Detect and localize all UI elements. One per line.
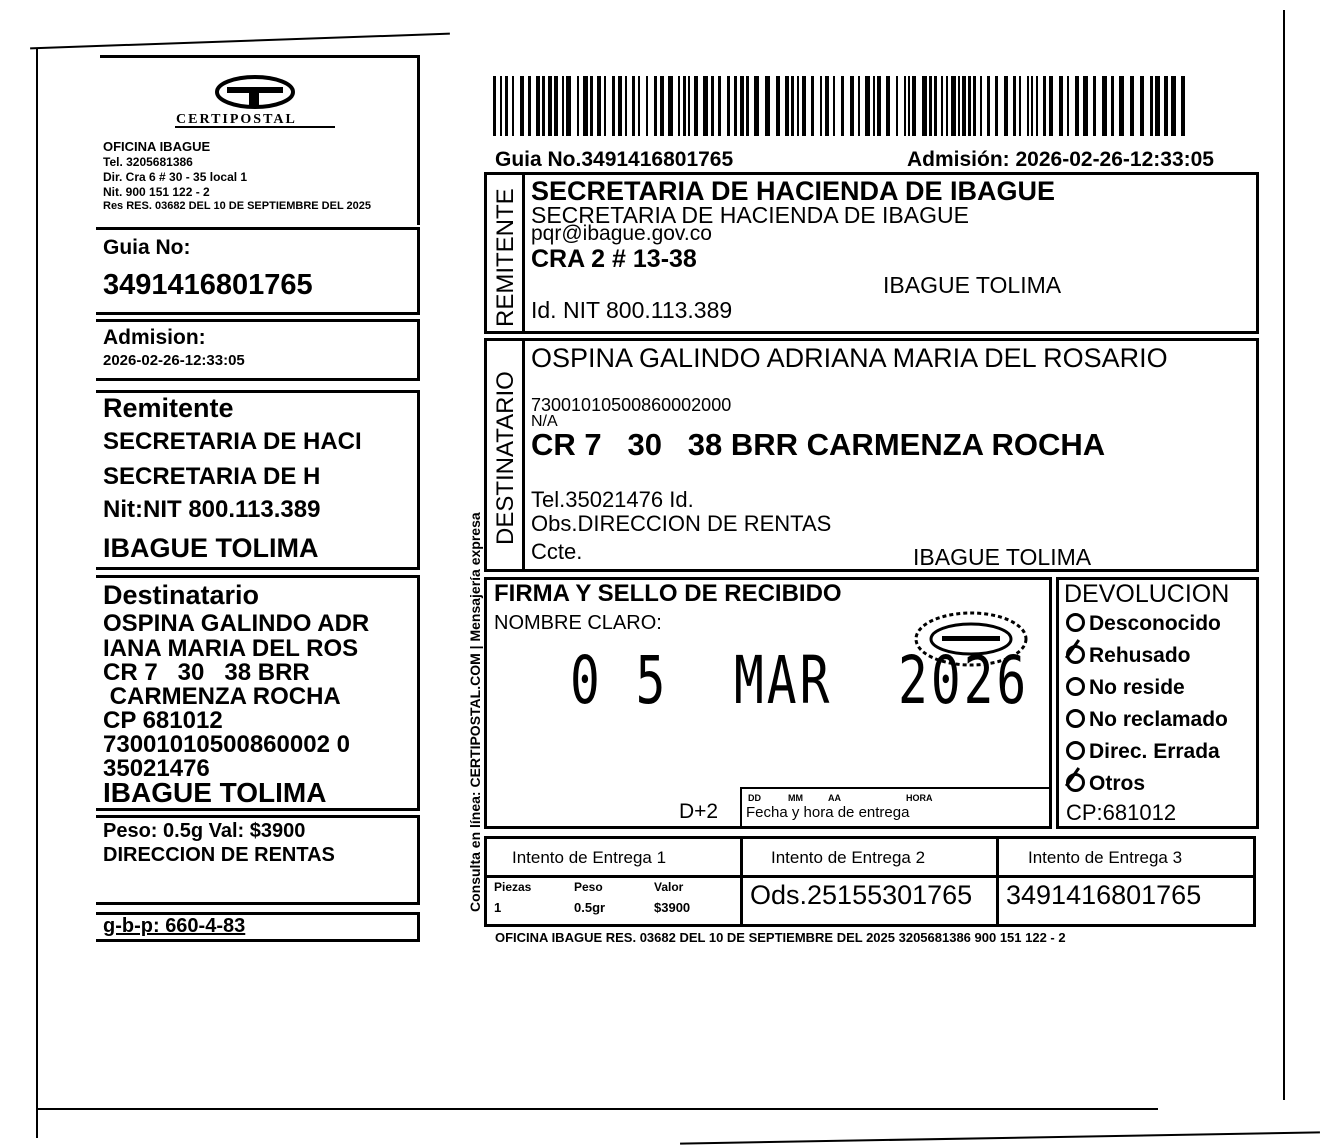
barcode-bar — [958, 76, 960, 136]
barcode — [493, 76, 1193, 136]
barcode-bar — [825, 76, 829, 136]
barcode-bar — [754, 76, 759, 136]
barcode-bar — [612, 76, 615, 136]
destinatario-address: CR 7 30 38 BRR CARMENZA ROCHA — [531, 427, 1106, 462]
barcode-bar — [625, 76, 627, 136]
barcode-bar — [1140, 76, 1144, 136]
barcode-bar — [500, 76, 502, 136]
barcode-bar — [1171, 76, 1176, 136]
firma-nombre-claro: NOMBRE CLARO: — [494, 612, 662, 634]
barcode-bar — [562, 76, 564, 136]
barcode-bar — [1083, 76, 1088, 136]
vertical-consulta-text: Consulta en línea: CERTIPOSTAL.COM | Mensajería expresa — [467, 512, 483, 912]
fecha-dd: DD — [748, 793, 761, 803]
barcode-bar — [995, 76, 998, 136]
barcode-bar — [968, 76, 971, 136]
barcode-bar — [802, 76, 806, 136]
barcode-bar — [1019, 76, 1021, 136]
firma-d2: D+2 — [679, 800, 719, 823]
barcode-bar — [896, 76, 898, 136]
barcode-bar — [505, 76, 508, 136]
barcode-bar — [873, 76, 875, 136]
barcode-bar — [1027, 76, 1029, 136]
barcode-bar — [597, 76, 601, 136]
left-remitente-city: IBAGUE TOLIMA — [103, 533, 319, 563]
barcode-bar — [1093, 76, 1096, 136]
radio-checked-icon — [1066, 645, 1085, 664]
radio-empty-icon — [1066, 741, 1085, 760]
left-guia-number: 3491416801765 — [103, 269, 313, 301]
destinatario-city: IBAGUE TOLIMA — [913, 544, 1092, 570]
barcode-bar — [660, 76, 664, 136]
barcode-bar — [646, 76, 648, 136]
barcode-bar — [632, 76, 635, 136]
left-dest-line-7: 35021476 — [103, 755, 210, 782]
barcode-bar — [746, 76, 749, 136]
barcode-bar — [688, 76, 690, 136]
devolucion-option-rehusado[interactable]: Rehusado — [1066, 644, 1191, 668]
devolucion-option-no-reclamado[interactable]: No reclamado — [1066, 708, 1228, 732]
barcode-bar — [520, 76, 524, 136]
fecha-label: Fecha y hora de entrega — [746, 804, 910, 821]
barcode-bar — [703, 76, 708, 136]
office-res: Res RES. 03682 DEL 10 DE SEPTIEMBRE DEL 2025 — [103, 200, 371, 212]
barcode-bar — [904, 76, 906, 136]
destinatario-ccte: Ccte. — [531, 539, 583, 564]
left-destinatario-label: Destinatario — [103, 580, 260, 610]
left-remitente-line2: SECRETARIA DE H — [103, 463, 321, 490]
scan-edge-left — [36, 48, 38, 1138]
barcode-bar — [765, 76, 770, 136]
barcode-bar — [946, 76, 948, 136]
valor-label: Valor — [654, 880, 684, 894]
radio-empty-icon — [1066, 677, 1085, 696]
office-tel: Tel. 3205681386 — [103, 155, 193, 169]
fecha-hora: HORA — [906, 793, 933, 803]
left-dest-line-1: OSPINA GALINDO ADR — [103, 610, 370, 637]
barcode-bar — [987, 76, 990, 136]
barcode-bar — [811, 76, 814, 136]
devolucion-option-desconocido[interactable]: Desconocido — [1066, 612, 1221, 636]
left-remitente-line1: SECRETARIA DE HACI — [103, 428, 362, 455]
header-admision: Admisión: 2026-02-26-12:33:05 — [907, 148, 1214, 171]
remitente-email: pqr@ibague.gov.co — [531, 222, 712, 245]
barcode-bar — [1059, 76, 1063, 136]
barcode-bar — [776, 76, 780, 136]
intento-2: Intento de Entrega 2 — [771, 848, 926, 867]
barcode-bar — [654, 76, 657, 136]
barcode-bar — [554, 76, 558, 136]
remitente-city: IBAGUE TOLIMA — [883, 272, 1062, 298]
left-dest-line-3: CR 7 30 38 BRR — [103, 659, 310, 686]
barcode-bar — [820, 76, 822, 136]
left-remitente-label: Remitente — [103, 393, 234, 423]
left-dest-line-4: CARMENZA ROCHA — [103, 683, 341, 710]
barcode-bar — [962, 76, 966, 136]
barcode-bar — [877, 76, 881, 136]
left-gbp: g-b-p: 660-4-83 — [103, 915, 246, 937]
barcode-bar — [1075, 76, 1079, 136]
barcode-bar — [740, 76, 744, 136]
left-peso-val: Peso: 0.5g Val: $3900 — [103, 820, 306, 842]
barcode-bar — [886, 76, 890, 136]
barcode-bar — [934, 76, 937, 136]
left-admision-label: Admision: — [103, 326, 206, 349]
destinatario-label: DESTINATARIO — [492, 371, 519, 545]
barcode-bar — [908, 76, 910, 136]
left-dest-city: IBAGUE TOLIMA — [103, 777, 327, 808]
barcode-bar — [922, 76, 927, 136]
guia-repeat: 3491416801765 — [1006, 880, 1202, 910]
barcode-bar — [951, 76, 956, 136]
barcode-bar — [718, 76, 721, 136]
destinatario-tel: Tel.35021476 Id. — [531, 487, 694, 512]
destinatario-obs: Obs.DIRECCION DE RENTAS — [531, 511, 832, 536]
destinatario-code: 73001010500860002000 — [531, 395, 732, 415]
barcode-bar — [833, 76, 835, 136]
intento-3: Intento de Entrega 3 — [1028, 848, 1183, 867]
firma-title: FIRMA Y SELLO DE RECIBIDO — [494, 580, 842, 607]
barcode-bar — [912, 76, 916, 136]
left-dest-line-2: IANA MARIA DEL ROS — [103, 635, 359, 662]
barcode-bar — [694, 76, 698, 136]
barcode-bar — [929, 76, 932, 136]
barcode-bar — [1004, 76, 1008, 136]
header-guia: Guia No.3491416801765 — [495, 148, 734, 171]
barcode-bar — [590, 76, 593, 136]
remitente-label-divider — [522, 172, 525, 334]
barcode-bar — [841, 76, 844, 136]
barcode-bar — [1067, 76, 1069, 136]
barcode-bar — [1031, 76, 1033, 136]
left-remitente-nit: Nit:NIT 800.113.389 — [103, 496, 321, 523]
barcode-bar — [973, 76, 976, 136]
devolucion-option-direc-errada[interactable]: Direc. Errada — [1066, 740, 1220, 764]
barcode-bar — [1049, 76, 1053, 136]
barcode-bar — [1150, 76, 1153, 136]
barcode-bar — [727, 76, 730, 136]
destinatario-name: OSPINA GALINDO ADRIANA MARIA DEL ROSARIO — [531, 343, 1168, 373]
barcode-bar — [512, 76, 514, 136]
piezas-label: Piezas — [494, 880, 532, 894]
valor-value: $3900 — [654, 900, 691, 915]
left-admision-date: 2026-02-26-12:33:05 — [103, 352, 245, 369]
barcode-bar — [1181, 76, 1185, 136]
ods-number: Ods.25155301765 — [750, 880, 973, 910]
barcode-bar — [1119, 76, 1124, 136]
barcode-bar — [1036, 76, 1038, 136]
barcode-bar — [583, 76, 588, 136]
office-name: OFICINA IBAGUE — [103, 139, 211, 154]
remitente-address: CRA 2 # 13-38 — [531, 245, 697, 273]
remitente-name2: SECRETARIA DE HACIENDA DE IBAGUE — [531, 202, 969, 228]
barcode-bar — [1013, 76, 1016, 136]
barcode-bar — [797, 76, 799, 136]
barcode-bar — [1155, 76, 1160, 136]
peso-label: Peso — [574, 880, 603, 894]
barcode-bar — [1043, 76, 1046, 136]
office-dir: Dir. Cra 6 # 30 - 35 local 1 — [103, 170, 248, 184]
barcode-bar — [711, 76, 714, 136]
barcode-bar — [1111, 76, 1114, 136]
destinatario-na: N/A — [531, 413, 558, 430]
devolucion-title: DEVOLUCION — [1064, 580, 1230, 608]
remitente-id: Id. NIT 800.113.389 — [531, 297, 733, 323]
scan-edge-bottom — [38, 1108, 1158, 1110]
barcode-bar — [791, 76, 794, 136]
barcode-bar — [577, 76, 579, 136]
barcode-bar — [668, 76, 673, 136]
barcode-bar — [1102, 76, 1107, 136]
barcode-bar — [683, 76, 686, 136]
footer-office: OFICINA IBAGUE RES. 03682 DEL 10 DE SEPTIEMBRE DEL 2025 3205681386 900 151 122 - 2 — [495, 930, 1066, 945]
scan-edge-bottom2 — [680, 1131, 1320, 1144]
barcode-bar — [1164, 76, 1168, 136]
barcode-bar — [865, 76, 870, 136]
barcode-bar — [536, 76, 540, 136]
destinatario-label-divider — [522, 338, 525, 572]
logo-wordmark: CERTIPOSTAL — [176, 112, 297, 127]
barcode-bar — [1130, 76, 1134, 136]
left-top-rule — [100, 55, 418, 58]
office-nit: Nit. 900 151 122 - 2 — [103, 185, 210, 199]
remitente-name: SECRETARIA DE HACIENDA DE IBAGUE — [531, 176, 1056, 206]
fecha-aa: AA — [828, 793, 841, 803]
left-guia-label: Guia No: — [103, 236, 191, 259]
devolucion-option-otros[interactable]: Otros — [1066, 772, 1145, 796]
barcode-bar — [941, 76, 943, 136]
scan-edge-right — [1283, 10, 1285, 1100]
barcode-bar — [528, 76, 531, 136]
date-stamp: 0 5 MAR 2026 — [570, 642, 1030, 719]
barcode-bar — [858, 76, 860, 136]
barcode-bar — [785, 76, 789, 136]
fecha-mm: MM — [788, 793, 803, 803]
remitente-label: REMITENTE — [492, 188, 519, 327]
radio-empty-icon — [1066, 613, 1085, 632]
radio-empty-icon — [1066, 709, 1085, 728]
barcode-bar — [604, 76, 606, 136]
piezas-value: 1 — [494, 900, 502, 915]
barcode-bar — [850, 76, 854, 136]
left-obs: DIRECCION DE RENTAS — [103, 844, 335, 866]
devolucion-option-no-reside[interactable]: No reside — [1066, 676, 1185, 700]
barcode-bar — [542, 76, 545, 136]
barcode-bar — [548, 76, 552, 136]
left-dest-line-5: CP 681012 — [103, 707, 223, 734]
left-dest-line-6: 73001010500860002 0 — [103, 731, 350, 758]
barcode-bar — [678, 76, 680, 136]
peso-value: 0.5gr — [574, 900, 606, 915]
barcode-bar — [734, 76, 737, 136]
barcode-bar — [980, 76, 982, 136]
barcode-bar — [493, 76, 496, 136]
barcode-bar — [618, 76, 622, 136]
barcode-bar — [566, 76, 571, 136]
intento-1: Intento de Entrega 1 — [512, 848, 667, 867]
devolucion-cp: CP:681012 — [1066, 800, 1177, 825]
scan-edge-top — [30, 33, 450, 50]
barcode-bar — [638, 76, 640, 136]
radio-checked-icon — [1066, 773, 1085, 792]
